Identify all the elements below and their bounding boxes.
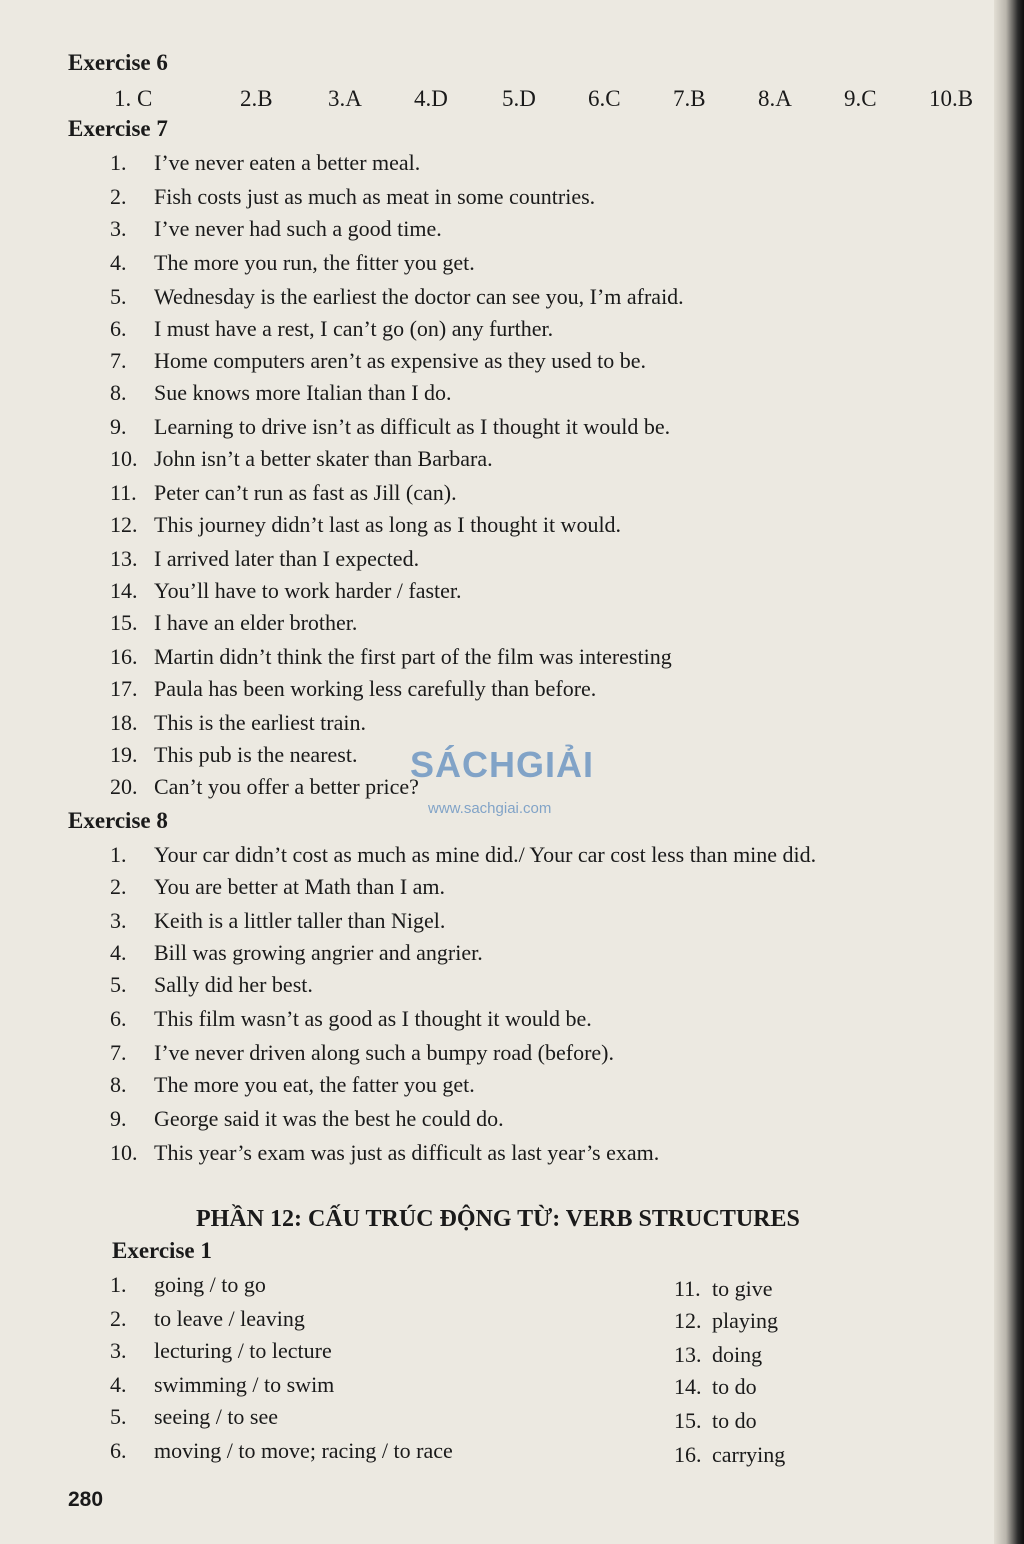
item-number: 6.	[110, 316, 127, 341]
item-number: 2.	[110, 1306, 127, 1331]
item-text: Can’t you offer a better price?	[154, 774, 419, 799]
item-number: 11.	[110, 480, 137, 505]
answer-item: 3.A	[328, 86, 362, 111]
item-text: I arrived later than I expected.	[154, 546, 420, 571]
page-binding-edge	[994, 0, 1024, 1544]
item-number: 4.	[110, 1372, 127, 1397]
item-number: 1.	[110, 842, 127, 867]
item-text: playing	[712, 1308, 778, 1333]
item-text: This journey didn’t last as long as I thought it would.	[154, 512, 622, 537]
item-text: swimming / to swim	[154, 1372, 335, 1397]
item-text: I’ve never eaten a better meal.	[154, 150, 421, 175]
item-text: This is the earliest train.	[154, 710, 366, 735]
item-number: 15.	[110, 610, 138, 635]
watermark-logo	[410, 744, 620, 828]
item-text: Your car didn’t cost as much as mine did./ Your car cost less than mine did.	[154, 842, 817, 867]
item-text: John isn’t a better skater than Barbara.	[154, 446, 493, 471]
item-number: 16.	[110, 644, 138, 669]
watermark-url: www.sachgiai.com	[428, 800, 552, 817]
item-number: 10.	[110, 1140, 138, 1165]
item-text: The more you eat, the fatter you get.	[154, 1072, 475, 1097]
item-number: 1.	[110, 150, 127, 175]
answer-item: 7.B	[673, 86, 706, 111]
item-number: 15.	[674, 1408, 702, 1433]
item-text: I have an elder brother.	[154, 610, 358, 635]
item-number: 7.	[110, 1040, 127, 1065]
exercise-1-heading: Exercise 1	[112, 1238, 212, 1263]
page-number: 280	[68, 1488, 104, 1511]
item-text: going / to go	[154, 1272, 266, 1297]
item-number: 8.	[110, 1072, 127, 1097]
item-number: 17.	[110, 676, 138, 701]
item-text: Martin didn’t think the first part of the film was interesting	[154, 644, 672, 669]
item-text: Learning to drive isn’t as difficult as I thought it would be.	[154, 414, 671, 439]
answer-item: 8.A	[758, 86, 792, 111]
item-text: The more you run, the fitter you get.	[154, 250, 475, 275]
item-number: 2.	[110, 874, 127, 899]
item-number: 2.	[110, 184, 127, 209]
item-number: 6.	[110, 1438, 127, 1463]
item-text: Bill was growing angrier and angrier.	[154, 940, 483, 965]
item-text: Sally did her best.	[154, 972, 313, 997]
item-number: 19.	[110, 742, 138, 767]
exercise-7-heading: Exercise 7	[68, 116, 168, 141]
item-text: You are better at Math than I am.	[154, 874, 446, 899]
item-text: Home computers aren’t as expensive as they used to be.	[154, 348, 647, 373]
answer-item: 5.D	[502, 86, 536, 111]
item-number: 9.	[110, 414, 127, 439]
item-text: I’ve never had such a good time.	[154, 216, 442, 241]
item-text: This film wasn’t as good as I thought it would be.	[154, 1006, 592, 1031]
answer-item: 4.D	[414, 86, 448, 111]
item-text: You’ll have to work harder / faster.	[154, 578, 462, 603]
item-number: 16.	[674, 1442, 702, 1467]
item-text: This pub is the nearest.	[154, 742, 358, 767]
item-number: 20.	[110, 774, 138, 799]
item-number: 13.	[674, 1342, 702, 1367]
item-number: 5.	[110, 972, 127, 997]
item-number: 3.	[110, 908, 127, 933]
item-text: Keith is a littler taller than Nigel.	[154, 908, 446, 933]
answer-item: 2.B	[240, 86, 273, 111]
item-text: to leave / leaving	[154, 1306, 305, 1331]
item-number: 1.	[110, 1272, 127, 1297]
item-number: 11.	[674, 1276, 701, 1301]
item-text: to do	[712, 1374, 757, 1399]
item-number: 18.	[110, 710, 138, 735]
section-title: PHẦN 12: CẤU TRÚC ĐỘNG TỪ: VERB STRUCTURES	[196, 1206, 800, 1232]
answer-item: 10.B	[929, 86, 974, 111]
item-number: 3.	[110, 216, 127, 241]
item-text: Wednesday is the earliest the doctor can see you, I’m afraid.	[154, 284, 684, 309]
item-text: Paula has been working less carefully than before.	[154, 676, 597, 701]
item-number: 13.	[110, 546, 138, 571]
item-number: 7.	[110, 348, 127, 373]
item-number: 10.	[110, 446, 138, 471]
item-text: doing	[712, 1342, 763, 1367]
answer-item: 9.C	[844, 86, 877, 111]
exercise-6-heading: Exercise 6	[68, 50, 168, 75]
item-text: moving / to move; racing / to race	[154, 1438, 453, 1463]
item-text: to do	[712, 1408, 757, 1433]
item-number: 4.	[110, 940, 127, 965]
item-text: Peter can’t run as fast as Jill (can).	[154, 480, 457, 505]
item-text: I must have a rest, I can’t go (on) any further.	[154, 316, 554, 341]
item-number: 5.	[110, 284, 127, 309]
item-number: 12.	[110, 512, 138, 537]
item-number: 14.	[110, 578, 138, 603]
watermark-brand: SÁCHGIẢI	[410, 744, 595, 785]
item-text: lecturing / to lecture	[154, 1338, 332, 1363]
item-number: 12.	[674, 1308, 702, 1333]
item-text: George said it was the best he could do.	[154, 1106, 504, 1131]
item-number: 4.	[110, 250, 127, 275]
item-number: 8.	[110, 380, 127, 405]
item-text: I’ve never driven along such a bumpy road (before).	[154, 1040, 614, 1065]
item-text: carrying	[712, 1442, 786, 1467]
item-number: 5.	[110, 1404, 127, 1429]
exercise-8-heading: Exercise 8	[68, 808, 168, 833]
item-text: This year’s exam was just as difficult as last year’s exam.	[154, 1140, 660, 1165]
item-text: to give	[712, 1276, 773, 1301]
item-number: 14.	[674, 1374, 702, 1399]
item-text: seeing / to see	[154, 1404, 279, 1429]
answer-item: 6.C	[588, 86, 621, 111]
item-number: 9.	[110, 1106, 127, 1131]
item-number: 3.	[110, 1338, 127, 1363]
item-number: 6.	[110, 1006, 127, 1031]
item-text: Sue knows more Italian than I do.	[154, 380, 452, 405]
item-text: Fish costs just as much as meat in some countries.	[154, 184, 596, 209]
answer-item: 1. C	[114, 86, 153, 111]
